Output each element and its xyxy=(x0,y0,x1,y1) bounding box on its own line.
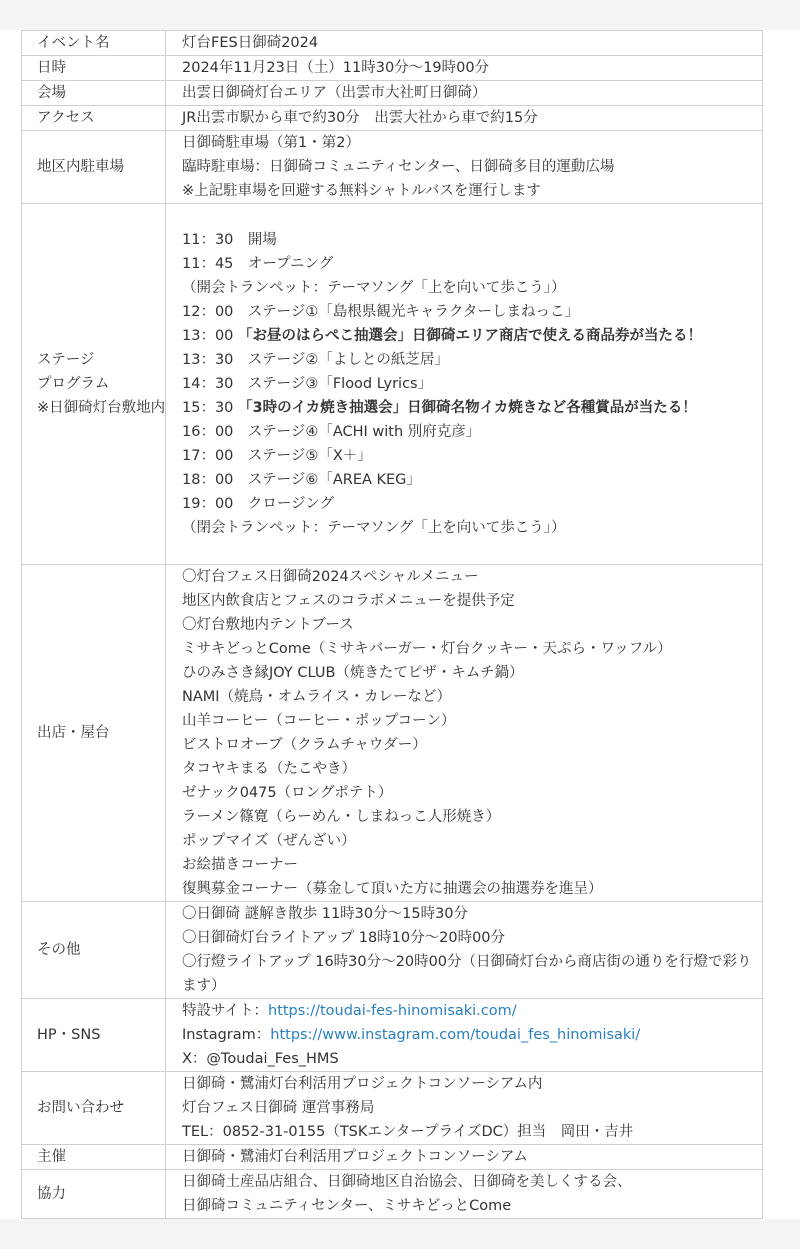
instagram-link[interactable]: https://www.instagram.com/toudai_fes_hinomisaki/ xyxy=(270,1027,641,1043)
event-info-page xyxy=(0,30,800,1219)
contact-line: 日御碕・鷺浦灯台利活用プロジェクトコンソーシアム内 xyxy=(182,1076,543,1092)
row-label: アクセス xyxy=(22,106,166,131)
row-label: その他 xyxy=(22,902,166,999)
table-row-access xyxy=(22,106,763,131)
row-label: プログラム xyxy=(37,376,110,392)
lottery-line xyxy=(182,324,752,348)
cooperation-line: 日御碕土産品店組合、日御碕地区自治協会、日御碕を美しくする会、 xyxy=(182,1174,632,1190)
contact-line: 灯台フェス日御碕 運営事務局 xyxy=(182,1100,375,1116)
stalls-value xyxy=(166,565,763,902)
table-row-datetime xyxy=(22,56,763,81)
row-label: 会場 xyxy=(22,81,166,106)
other-line: 〇行燈ライトアップ 16時30分〜20時00分（日御碕灯台から商店街の通りを行燈で彩ります） xyxy=(182,954,752,994)
access-value: JR出雲市駅から車で約30分 出雲大社から車で約15分 xyxy=(166,106,763,131)
stall-line: 山羊コーヒー（コーヒー・ポップコーン） xyxy=(182,713,456,729)
lottery-time: 13：00 xyxy=(182,328,239,344)
parking-line: 臨時駐車場：日御碕コミュニティセンター、日御碕多目的運動広場 xyxy=(182,159,615,175)
schedule-line: 14：30 ステージ③「Flood Lyrics」 xyxy=(182,376,433,392)
schedule-line: 11：30 開場 xyxy=(182,232,277,248)
other-line: 〇日御碕 謎解き散歩 11時30分〜15時30分 xyxy=(182,906,469,922)
parking-line: ※上記駐車場を回避する無料シャトルバスを運行します xyxy=(182,183,541,199)
stall-line: お絵描きコーナー xyxy=(182,857,298,873)
table-row-venue xyxy=(22,81,763,106)
stall-line: 〇灯台フェス日御碕2024スペシャルメニュー xyxy=(182,569,479,585)
table-row-stage-program xyxy=(22,204,763,565)
schedule-line: 16：00 ステージ④「ACHI with 別府克彦」 xyxy=(182,424,481,440)
table-row-contact xyxy=(22,1072,763,1145)
stall-line: NAMI（焼鳥・オムライス・カレーなど） xyxy=(182,689,451,705)
x-account-line: X：@Toudai_Fes_HMS xyxy=(182,1051,339,1067)
schedule-line: （閉会トランペット：テーマソング「上を向いて歩こう」） xyxy=(182,520,566,536)
instagram-line xyxy=(182,1023,752,1047)
lottery-title: 「お昼のはらぺこ抽選会」日御碕エリア商店で使える商品券が当たる！ xyxy=(238,328,703,344)
lottery-title: 「3時のイカ焼き抽選会」日御碕名物イカ焼きなど各種賞品が当たる！ xyxy=(238,400,697,416)
parking-value xyxy=(166,131,763,204)
row-label: 日時 xyxy=(22,56,166,81)
stall-line: ミサキどっとCome（ミサキバーガー・灯台クッキー・天ぷら・ワッフル） xyxy=(182,641,672,657)
row-label: HP・SNS xyxy=(22,999,166,1072)
page-footer-band xyxy=(0,1219,800,1249)
cooperation-line: 日御碕コミュニティセンター、ミサキどっとCome xyxy=(182,1198,512,1214)
stall-line: ゼナック0475（ロングポテト） xyxy=(182,785,393,801)
schedule-line: 18：00 ステージ⑥「AREA KEG」 xyxy=(182,472,421,488)
stall-line: 〇灯台敷地内テントブース xyxy=(182,617,354,633)
site-line xyxy=(182,999,752,1023)
table-row-parking xyxy=(22,131,763,204)
schedule-line: 13：30 ステージ②「よしとの紙芝居」 xyxy=(182,352,449,368)
venue-value: 出雲日御碕灯台エリア（出雲市大社町日御碕） xyxy=(166,81,763,106)
site-prefix: 特設サイト： xyxy=(182,1003,268,1019)
organizer-value: 日御碕・鷺浦灯台利活用プロジェクトコンソーシアム xyxy=(166,1145,763,1170)
table-row-cooperation xyxy=(22,1170,763,1219)
contact-value xyxy=(166,1072,763,1145)
row-label: 主催 xyxy=(22,1145,166,1170)
event-info-table xyxy=(21,30,763,1219)
contact-line: TEL：0852-31-0155（TSKエンタープライズDC）担当 岡田・吉井 xyxy=(182,1124,634,1140)
row-label: ステージ xyxy=(37,352,95,368)
schedule-line: 12：00 ステージ①「島根県観光キャラクターしまねっこ」 xyxy=(182,304,580,320)
stage-program-label xyxy=(22,204,166,565)
lottery-time: 15：30 xyxy=(182,400,239,416)
datetime-value: 2024年11月23日（土）11時30分〜19時00分 xyxy=(166,56,763,81)
instagram-prefix: Instagram： xyxy=(182,1027,271,1043)
schedule-line: 19：00 クロージング xyxy=(182,496,334,512)
other-line: 〇日御碕灯台ライトアップ 18時10分〜20時00分 xyxy=(182,930,506,946)
site-link[interactable]: https://toudai-fes-hinomisaki.com/ xyxy=(268,1003,517,1019)
lottery-line xyxy=(182,396,752,420)
schedule-line: 17：00 ステージ⑤「X＋」 xyxy=(182,448,372,464)
row-label: 協力 xyxy=(22,1170,166,1219)
table-row-hp-sns xyxy=(22,999,763,1072)
stall-line: ポップマイズ（ぜんざい） xyxy=(182,833,356,849)
stall-line: ラーメン篠寛（らーめん・しまねっこ人形焼き） xyxy=(182,809,501,825)
row-label: ※日御碕灯台敷地内 xyxy=(37,400,166,416)
schedule-line: （開会トランペット：テーマソング「上を向いて歩こう」） xyxy=(182,280,566,296)
row-label: 出店・屋台 xyxy=(22,565,166,902)
row-label: お問い合わせ xyxy=(22,1072,166,1145)
stall-line: 地区内飲食店とフェスのコラボメニューを提供予定 xyxy=(182,593,515,609)
cooperation-value xyxy=(166,1170,763,1219)
row-label: 地区内駐車場 xyxy=(22,131,166,204)
table-row-organizer xyxy=(22,1145,763,1170)
hp-sns-value xyxy=(166,999,763,1072)
event-name-value: 灯台FES日御碕2024 xyxy=(166,31,763,56)
table-row-other xyxy=(22,902,763,999)
table-row-event-name xyxy=(22,31,763,56)
stall-line: タコヤキまる（たこやき） xyxy=(182,761,356,777)
row-label: イベント名 xyxy=(22,31,166,56)
schedule-line: 11：45 オープニング xyxy=(182,256,334,272)
stall-line: ひのみさき縁JOY CLUB（焼きたてピザ・キムチ鍋） xyxy=(182,665,524,681)
parking-line: 日御碕駐車場（第1・第2） xyxy=(182,135,360,151)
stall-line: ビストロオーブ（クラムチャウダー） xyxy=(182,737,427,753)
other-value xyxy=(166,902,763,999)
table-row-stalls xyxy=(22,565,763,902)
stage-program-value xyxy=(166,204,763,565)
stall-line: 復興募金コーナー（募金して頂いた方に抽選会の抽選券を進呈） xyxy=(182,881,603,897)
